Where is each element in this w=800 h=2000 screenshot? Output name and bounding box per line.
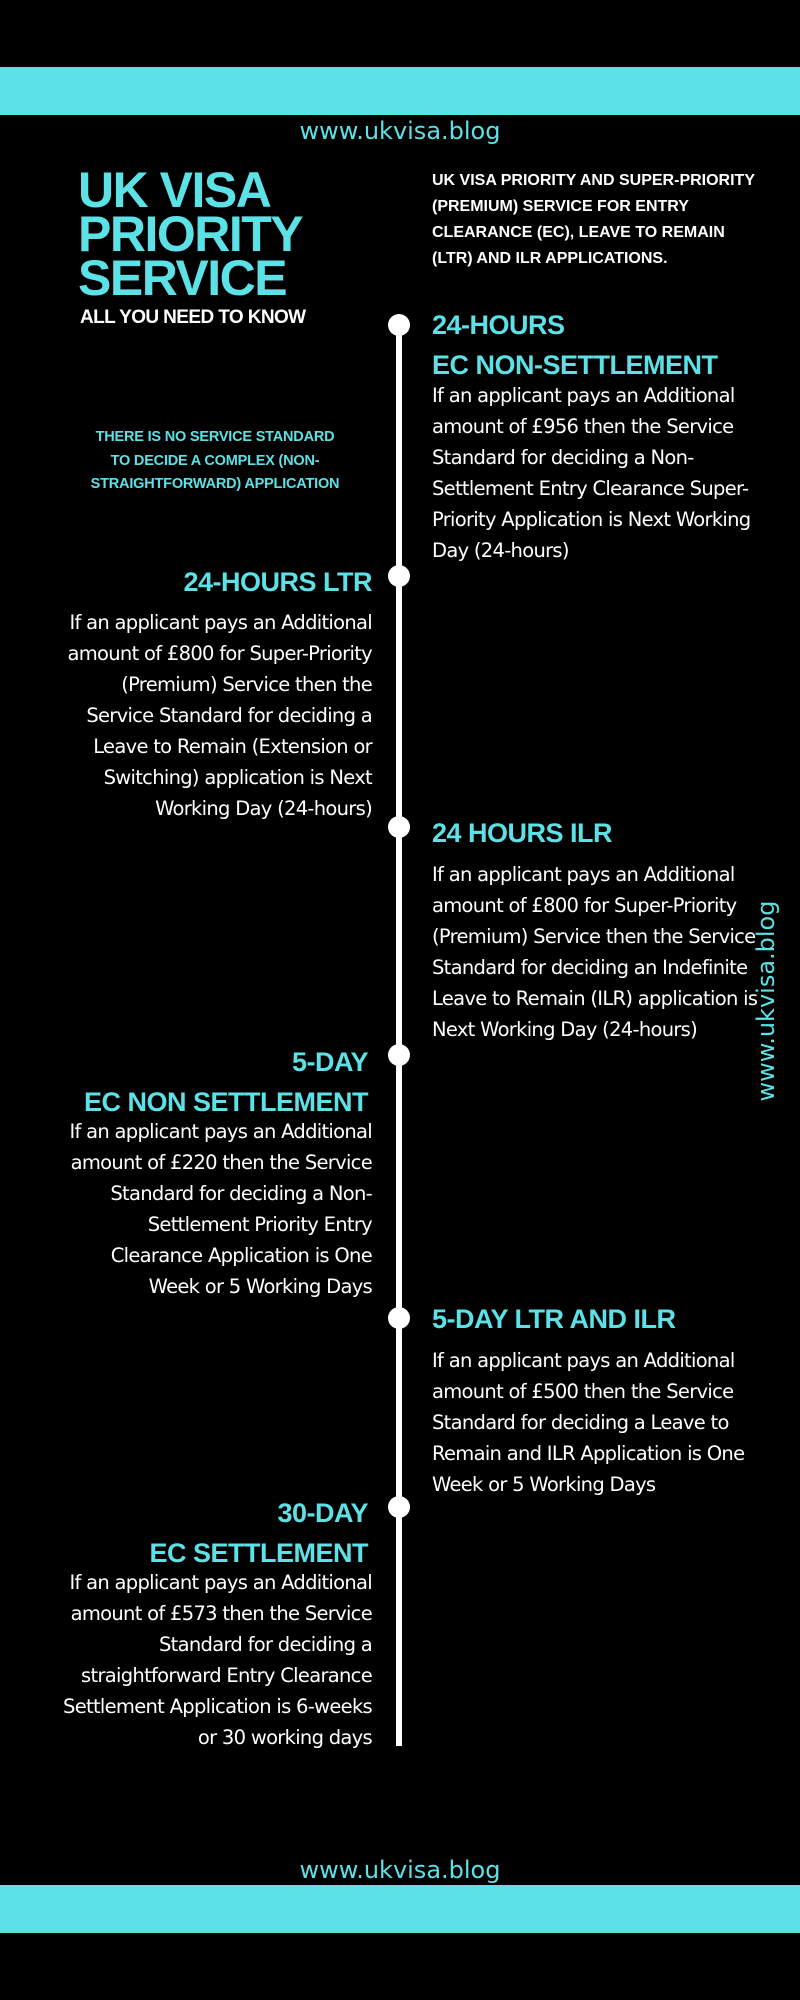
site-url-vertical[interactable]: www.ukvisa.blog — [752, 900, 780, 1102]
timeline-line — [396, 322, 402, 1746]
timeline-heading-ec-24h — [432, 305, 762, 385]
timeline-dot — [388, 1044, 410, 1066]
timeline-heading-ltr-ilr-5d: 5-DAY LTR AND ILR — [432, 1304, 676, 1334]
page-subtitle: ALL YOU NEED TO KNOW — [80, 307, 306, 328]
timeline-heading-ltr-24h: 24-HOURS LTR — [183, 567, 372, 597]
heading-line: EC NON SETTLEMENT — [83, 1087, 368, 1117]
timeline-dot — [388, 816, 410, 838]
complex-application-note: THERE IS NO SERVICE STANDARD TO DECIDE A COMPLEX (NON-STRAIGHTFORWARD) APPLICATION — [90, 429, 340, 492]
timeline-dot — [388, 1307, 410, 1329]
timeline-heading-ilr-24h: 24 HOURS ILR — [432, 818, 613, 848]
timeline-dot — [388, 1496, 410, 1518]
site-url-bottom[interactable]: www.ukvisa.blog — [299, 1856, 501, 1884]
bottom-accent-band — [0, 1885, 800, 1933]
timeline-text-ec-24h: If an applicant pays an Additional amount of £956 then the Service Standard for deciding a Non-Settlement Entry Clearance Super-Priority Application is Next Working Day (24-hours) — [432, 384, 751, 562]
heading-line: 30-DAY — [277, 1498, 368, 1528]
timeline-text-ec-5d: If an applicant pays an Additional amount of £220 then the Service Standard for deciding a Non-Settlement Priority Entry Clearance Application is One Week or 5 Working Days — [69, 1120, 372, 1298]
timeline-heading-ec-30d — [60, 1493, 368, 1573]
site-url-top[interactable]: www.ukvisa.blog — [299, 117, 501, 145]
timeline-heading-ec-5d — [60, 1042, 368, 1122]
timeline-text-ltr-24h: If an applicant pays an Additional amount of £800 for Super-Priority (Premium) Service then the Service Standard for deciding a Leave to Remain (Extension or Switching) application is Next Working Day (24-hours) — [67, 611, 372, 820]
page-title: UK VISA PRIORITY SERVICE — [78, 162, 302, 306]
timeline-text-ec-30d: If an applicant pays an Additional amount of £573 then the Service Standard for deciding a straightforward Entry Clearance Settlement Application is 6-weeks or 30 working days — [63, 1571, 372, 1749]
heading-line: 5-DAY — [291, 1047, 368, 1077]
heading-line: EC SETTLEMENT — [149, 1538, 368, 1568]
heading-line: 24-HOURS — [432, 310, 565, 340]
timeline-dot — [388, 565, 410, 587]
intro-text: UK VISA PRIORITY AND SUPER-PRIORITY (PREMIUM) SERVICE FOR ENTRY CLEARANCE (EC), LEAVE TO REMAIN (LTR) AND ILR APPLICATIONS. — [432, 172, 755, 267]
top-accent-band — [0, 67, 800, 115]
timeline-dot — [388, 314, 410, 336]
heading-line: EC NON-SETTLEMENT — [432, 350, 718, 380]
timeline-text-ltr-ilr-5d: If an applicant pays an Additional amount of £500 then the Service Standard for deciding a Leave to Remain and ILR Application is One Week or 5 Working Days — [432, 1349, 745, 1496]
timeline-text-ilr-24h: If an applicant pays an Additional amount of £800 for Super-Priority (Premium) Service then the Service Standard for deciding an Indefinite Leave to Remain (ILR) application is Next Working Day (24-hours) — [432, 863, 758, 1041]
